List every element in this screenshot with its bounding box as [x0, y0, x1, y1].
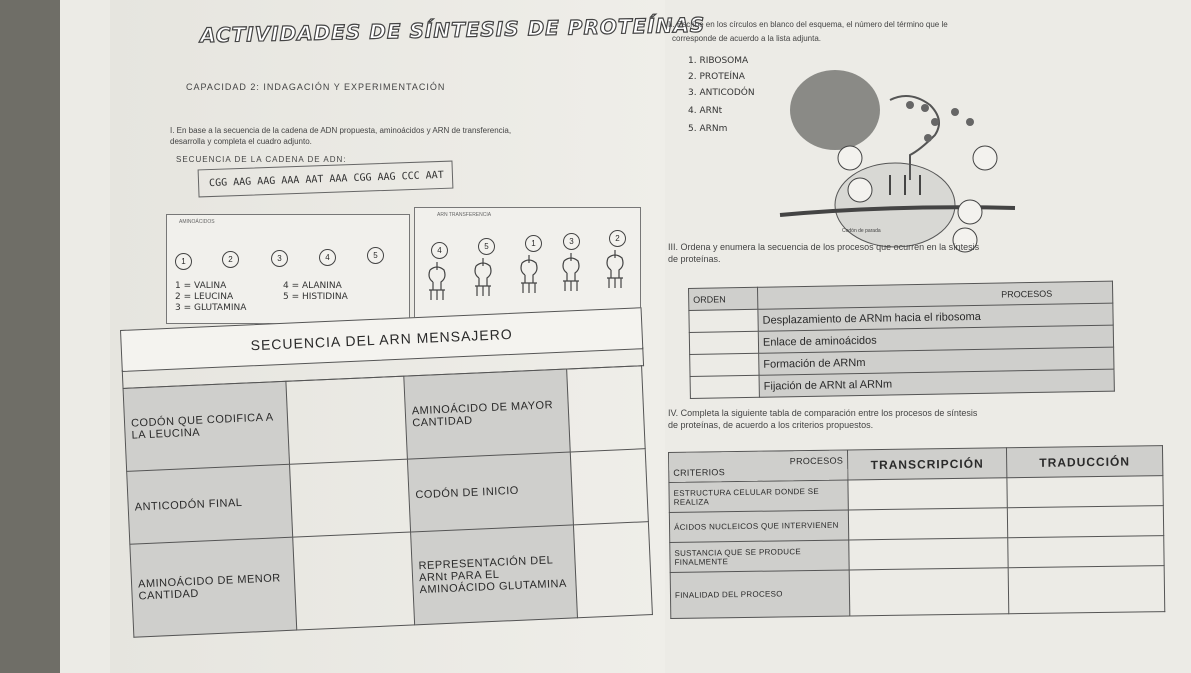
- section1-instruction-line2: desarrolla y completa el cuadro adjunto.: [170, 137, 312, 146]
- legend-alanina: 4 = ALANINA: [283, 281, 342, 291]
- trna-shape-icon: [427, 260, 447, 306]
- mrna-grid: [123, 365, 653, 637]
- amino-circle-4: 4: [319, 249, 336, 266]
- mrna-label-final-anticodon: ANTICODÓN FINAL: [127, 464, 293, 544]
- amino-circle-3: 3: [271, 250, 288, 267]
- mrna-answer-final-anticodon[interactable]: [290, 459, 411, 537]
- blank-answer-circle-4: [958, 200, 982, 224]
- trna-number-4: 4: [431, 242, 448, 259]
- trna-shape-icon: [561, 251, 581, 297]
- criterion-purpose: FINALIDAD DEL PROCESO: [670, 570, 850, 618]
- dna-sequence-label: SECUENCIA DE LA CADENA DE ADN:: [176, 155, 347, 164]
- order-header: ORDEN: [689, 287, 758, 310]
- processes-header: PROCESOS: [757, 281, 1112, 309]
- mrna-label-least-abundant: AMINOÁCIDO DE MENOR CANTIDAD: [130, 537, 297, 637]
- term-anticodon: 3. ANTICODÓN: [688, 88, 755, 98]
- trna-number-3: 3: [563, 233, 580, 250]
- process-row-4: Fijación de ARNt al ARNm: [759, 369, 1114, 397]
- section3-instruction-line1: III. Ordena y enumera la secuencia de los procesos que ocurren en la síntesis: [668, 242, 980, 252]
- process-row-1: Desplazamiento de ARNm hacia el ribosoma: [758, 303, 1113, 331]
- process-row-3: Formación de ARNm: [759, 347, 1114, 375]
- mrna-label-trna-glutamine: REPRESENTACIÓN DEL ARNt PARA EL AMINOÁCIDO GLUTAMINA: [411, 525, 578, 625]
- translation-final-product-cell[interactable]: [1008, 536, 1164, 568]
- mrna-sequence-table: [120, 307, 653, 641]
- term-ribosoma: 1. RIBOSOMA: [688, 56, 749, 66]
- transcription-purpose-cell[interactable]: [849, 568, 1009, 616]
- order-input-4[interactable]: [690, 375, 759, 398]
- process-row-2: Enlace de aminoácidos: [758, 325, 1113, 353]
- blank-answer-circle-1: [838, 146, 862, 170]
- stop-codon-caption: Codón de parada: [842, 228, 881, 234]
- dna-sequence-box: CGG AAG AAG AAA AAT AAA CGG AAG CCC AAT: [198, 161, 454, 198]
- amino-circle-2: 2: [222, 251, 239, 268]
- mrna-answer-leucine-codon[interactable]: [286, 376, 408, 464]
- header-processes: PROCESOS: [789, 455, 844, 466]
- amino-panel-label: AMINOÁCIDOS: [179, 219, 215, 225]
- comparison-table: [668, 445, 1165, 619]
- section4-instruction-line2: de proteínas, de acuerdo a los criterios propuestos.: [668, 420, 874, 430]
- section2-instruction-line1: II. Escribe en los círculos en blanco del esquema, el número del término que le: [668, 20, 948, 29]
- trna-shape-icon: [519, 253, 539, 299]
- trna-number-1: 1: [525, 235, 542, 252]
- section4-instruction-line1: IV. Completa la siguiente tabla de comparación entre los procesos de síntesis: [668, 408, 978, 418]
- order-input-1[interactable]: [689, 309, 758, 332]
- amino-circle-1: 1: [175, 253, 192, 270]
- mrna-answer-start-codon[interactable]: [570, 449, 648, 525]
- criterion-final-product: SUSTANCIA QUE SE PRODUCE FINALMENTE: [670, 540, 849, 572]
- trna-shape-icon: [605, 248, 625, 294]
- mrna-label-most-abundant: AMINOÁCIDO DE MAYOR CANTIDAD: [404, 369, 570, 459]
- section1-instruction-line1: I. En base a la secuencia de la cadena de ADN propuesta, aminoácidos y ARN de transferencia,: [170, 126, 512, 135]
- translation-diagram: [770, 60, 1020, 260]
- term-arnt: 4. ARNt: [688, 106, 723, 116]
- mrna-label-leucine-codon: CODÓN QUE CODIFICA A LA LEUCINA: [123, 381, 289, 471]
- process-order-table: [688, 281, 1115, 399]
- header-criteria: CRITERIOS: [673, 466, 726, 478]
- transcription-final-product-cell[interactable]: [849, 538, 1008, 570]
- worksheet-title: ACTIVIDADES DE SÍNTESIS DE PROTEÍNAS: [199, 12, 706, 48]
- trna-shape-icon: [473, 256, 493, 302]
- trna-number-2: 2: [609, 230, 626, 247]
- transcription-header: TRANSCRIPCIÓN: [847, 448, 1006, 480]
- legend-leucina: 2 = LEUCINA: [175, 292, 234, 302]
- ribosome-large-subunit-icon: [790, 70, 880, 150]
- section3-instruction-line2: de proteínas.: [668, 254, 721, 264]
- mrna-label-start-codon: CODÓN DE INICIO: [407, 452, 573, 532]
- mrna-table-title: SECUENCIA DEL ARN MENSAJERO: [120, 307, 643, 372]
- translation-purpose-cell[interactable]: [1008, 566, 1165, 614]
- trna-panel-label: ARN TRANSFERENCIA: [437, 212, 492, 218]
- mrna-answer-trna-glutamine[interactable]: [573, 522, 652, 618]
- order-input-3[interactable]: [690, 353, 759, 376]
- order-input-2[interactable]: [689, 331, 758, 354]
- transcription-structure-cell[interactable]: [848, 478, 1007, 510]
- blank-answer-circle-2: [848, 178, 872, 202]
- translation-nucleic-acids-cell[interactable]: [1007, 506, 1163, 538]
- ribosome-small-subunit-icon: [835, 163, 955, 247]
- legend-glutamina: 3 = GLUTAMINA: [175, 303, 247, 313]
- trna-number-5: 5: [478, 238, 495, 255]
- legend-valina: 1 = VALINA: [175, 281, 227, 291]
- translation-structure-cell[interactable]: [1007, 476, 1163, 508]
- transcription-nucleic-acids-cell[interactable]: [848, 508, 1007, 540]
- section2-instruction-line2: corresponde de acuerdo a la lista adjunta.: [672, 34, 821, 43]
- legend-histidina: 5 = HISTIDINA: [283, 292, 348, 302]
- amino-acid-panel: [166, 214, 410, 324]
- trna-panel: [414, 207, 641, 324]
- term-arnm: 5. ARNm: [688, 124, 728, 134]
- criteria-processes-header: [669, 450, 848, 482]
- criterion-structure: ESTRUCTURA CELULAR DONDE SE REALIZA: [669, 480, 848, 512]
- amino-circle-5: 5: [367, 247, 384, 264]
- blank-answer-circle-3: [973, 146, 997, 170]
- mrna-answer-most-abundant[interactable]: [567, 366, 646, 452]
- term-proteina: 2. PROTEÍNA: [688, 72, 745, 82]
- capacity-label: CAPACIDAD 2: INDAGACIÓN Y EXPERIMENTACIÓN: [186, 82, 446, 92]
- translation-header: TRADUCCIÓN: [1006, 446, 1162, 478]
- criterion-nucleic-acids: ÁCIDOS NUCLEICOS QUE INTERVIENEN: [669, 510, 848, 542]
- mrna-answer-least-abundant[interactable]: [293, 532, 415, 630]
